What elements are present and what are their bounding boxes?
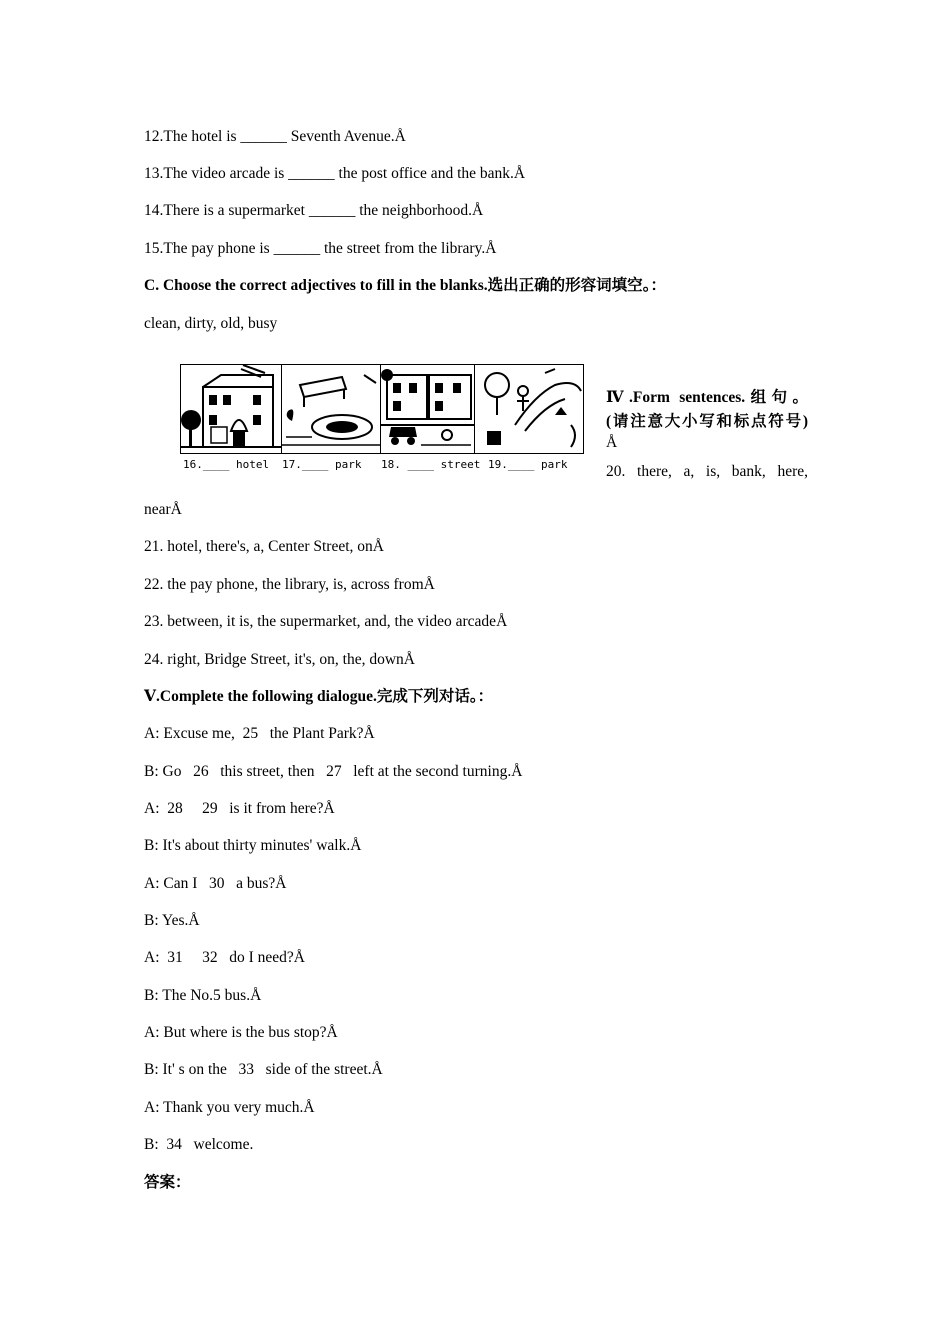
question-24: 24. right, Bridge Street, it's, on, the, downÅ	[144, 651, 416, 668]
dialogue-line: A: Can I 30 a bus?Å	[144, 875, 287, 892]
street-picture	[380, 364, 476, 454]
question-21: 21. hotel, there's, a, Center Street, onÅ	[144, 538, 384, 555]
caption-19: 19.____ park	[488, 458, 568, 471]
question-15: 15.The pay phone is ______ the street from the library.Å	[144, 240, 497, 257]
word-bank: clean, dirty, old, busy	[144, 315, 278, 332]
question-20-part1: 20. there, a, is, bank, here,	[606, 463, 808, 480]
hotel-picture	[180, 364, 282, 454]
section-iv-mark: Å	[606, 434, 618, 451]
question-13: 13.The video arcade is ______ the post office and the bank.Å	[144, 165, 526, 182]
dialogue-line: B: 34 welcome.	[144, 1136, 254, 1153]
dialogue-line: B: It's about thirty minutes' walk.Å	[144, 837, 362, 854]
question-14: 14.There is a supermarket ______ the neighborhood.Å	[144, 202, 484, 219]
dialogue-line: B: The No.5 bus.Å	[144, 987, 262, 1004]
adjective-pictures	[180, 364, 584, 476]
section-v-heading: Ⅴ.Complete the following dialogue.完成下列对话。：	[144, 688, 494, 705]
section-c-heading: C. Choose the correct adjectives to fill in the blanks.选出正确的形容词填空。：	[144, 277, 666, 294]
dialogue-line: A: Excuse me, 25 the Plant Park?Å	[144, 725, 375, 742]
dialogue-line: A: Thank you very much.Å	[144, 1099, 315, 1116]
question-20-part2: nearÅ	[144, 501, 182, 518]
question-12: 12.The hotel is ______ Seventh Avenue.Å	[144, 128, 406, 145]
park-picture-2	[474, 364, 584, 454]
section-iv-title: Ⅳ.Form sentences.组句。	[606, 389, 808, 406]
answer-label: 答案：	[144, 1174, 191, 1191]
section-iv-note: (请注意大小写和标点符号)	[606, 413, 808, 430]
question-22: 22. the pay phone, the library, is, across fromÅ	[144, 576, 435, 593]
section-iv-heading	[606, 386, 808, 484]
dialogue-line: B: Go 26 this street, then 27 left at the second turning.Å	[144, 763, 523, 780]
dialogue-line: A: 31 32 do I need?Å	[144, 949, 305, 966]
dialogue-line: A: 28 29 is it from here?Å	[144, 800, 335, 817]
question-23: 23. between, it is, the supermarket, and, the video arcadeÅ	[144, 613, 508, 630]
park-picture-1	[281, 364, 381, 454]
caption-17: 17.____ park	[282, 458, 362, 471]
caption-18: 18. ____ street	[381, 458, 481, 471]
dialogue-line: B: It' s on the 33 side of the street.Å	[144, 1061, 383, 1078]
dialogue-line: B: Yes.Å	[144, 912, 200, 929]
caption-16: 16.____ hotel	[183, 458, 270, 471]
dialogue-line: A: But where is the bus stop?Å	[144, 1024, 338, 1041]
